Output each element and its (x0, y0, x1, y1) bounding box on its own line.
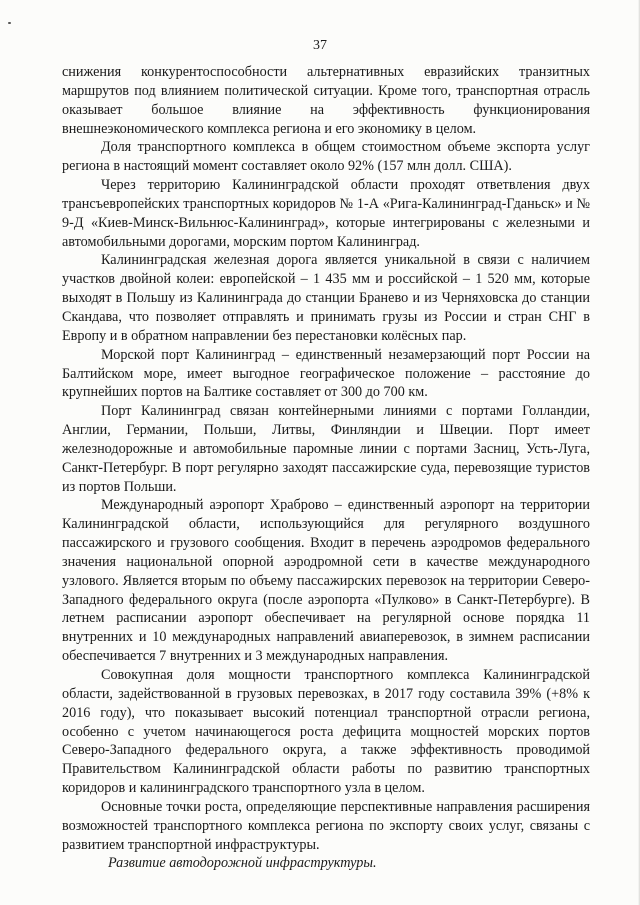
paragraph-transport-corridors: Через территорию Калининградской области проходят ответвления двух трансъевропейских транспортных коридоров № 1-А «Рига-Калининград-Гданьск» и № 9-Д «Киев-Минск-Вильнюс-Калининград», которые интегрированы с железными и автомобильными дорогами, морским портом Калининград. (62, 177, 590, 250)
paragraph-port-lines: Порт Калининград связан контейнерными линиями с портами Голландии, Англии, Германии, Польши, Литвы, Финляндии и Швеции. Порт имеет железнодорожные и автомобильные паромные линии с портами Засниц, Усть-Луга, Санкт-Петербург. В порт регулярно заходят пассажирские суда, перевозящие туристов из портов Польши. (62, 403, 590, 495)
section-heading: Развитие автодорожной инфраструктуры. (108, 855, 377, 872)
page-number: 37 (313, 38, 327, 53)
scan-speck (8, 22, 11, 24)
paragraph-capacity-share: Совокупная доля мощности транспортного комплекса Калининградской области, задействованной в грузовых перевозках, в 2017 году составила 39% (+8% к 2016 году), что показывает высокий потенциал транспортной отрасли региона, особенно с учетом начинающегося роста дефицита мощностей морских портов Северо-Западного федерального округа, а также эффективность проводимой Правительством Калининградской области работы по развитию транспортных коридоров и калининградского транспортного узла в целом. (62, 667, 590, 797)
paragraph-export-share: Доля транспортного комплекса в общем стоимостном объеме экспорта услуг региона в настоящий момент составляет около 92% (157 млн долл. США). (62, 139, 590, 175)
paragraph-airport: Международный аэропорт Храброво – единственный аэропорт на территории Калининградской области, использующийся для регулярного воздушного пассажирского и грузового сообщения. Входит в перечень аэродромов федерального значения национальной опорной аэродромной сети в качестве международного узлового. Является вторым по объему пассажирских перевозок на территории Северо-Западного федерального округа (после аэропорта «Пулково» в Санкт-Петербурге). В летнем расписании аэропорт обеспечивает на регулярной основе порядка 11 внутренних и 10 международных направлений авиаперевозок, в зимнем расписании обеспечивается 7 внутренних и 3 международных направления. (62, 497, 590, 665)
paragraph-continuation: снижения конкурентоспособности альтернативных евразийских транзитных маршрутов под влиянием политической ситуации. Кроме того, транспортная отрасль оказывает большое влияние на эффективность функционирования внешнеэкономического комплекса региона и его экономику в целом. (62, 64, 590, 137)
text-body (62, 63, 590, 873)
paragraph-growth-points: Основные точки роста, определяющие перспективные направления расширения возможностей транспортного комплекса региона по экспорту своих услуг, связаны с развитием транспортной инфраструктуры. (62, 798, 590, 853)
paragraph-sea-port: Морской порт Калининград – единственный незамерзающий порт России на Балтийском море, имеет выгодное географическое положение – расстояние до крупнейших портов на Балтике составляет от 300 до 700 км. (62, 346, 590, 401)
paragraph-railway: Калининградская железная дорога является уникальной в связи с наличием участков двойной колеи: европейской – 1 435 мм и российской – 1 520 мм, которые выходят в Польшу из Калининграда до станции Браневo и из Черняховска до станции Скандава, что позволяет отправлять и принимать грузы из России и стран СНГ в Европу и в обратном направлении без перестановки колёсных пар. (62, 252, 590, 344)
